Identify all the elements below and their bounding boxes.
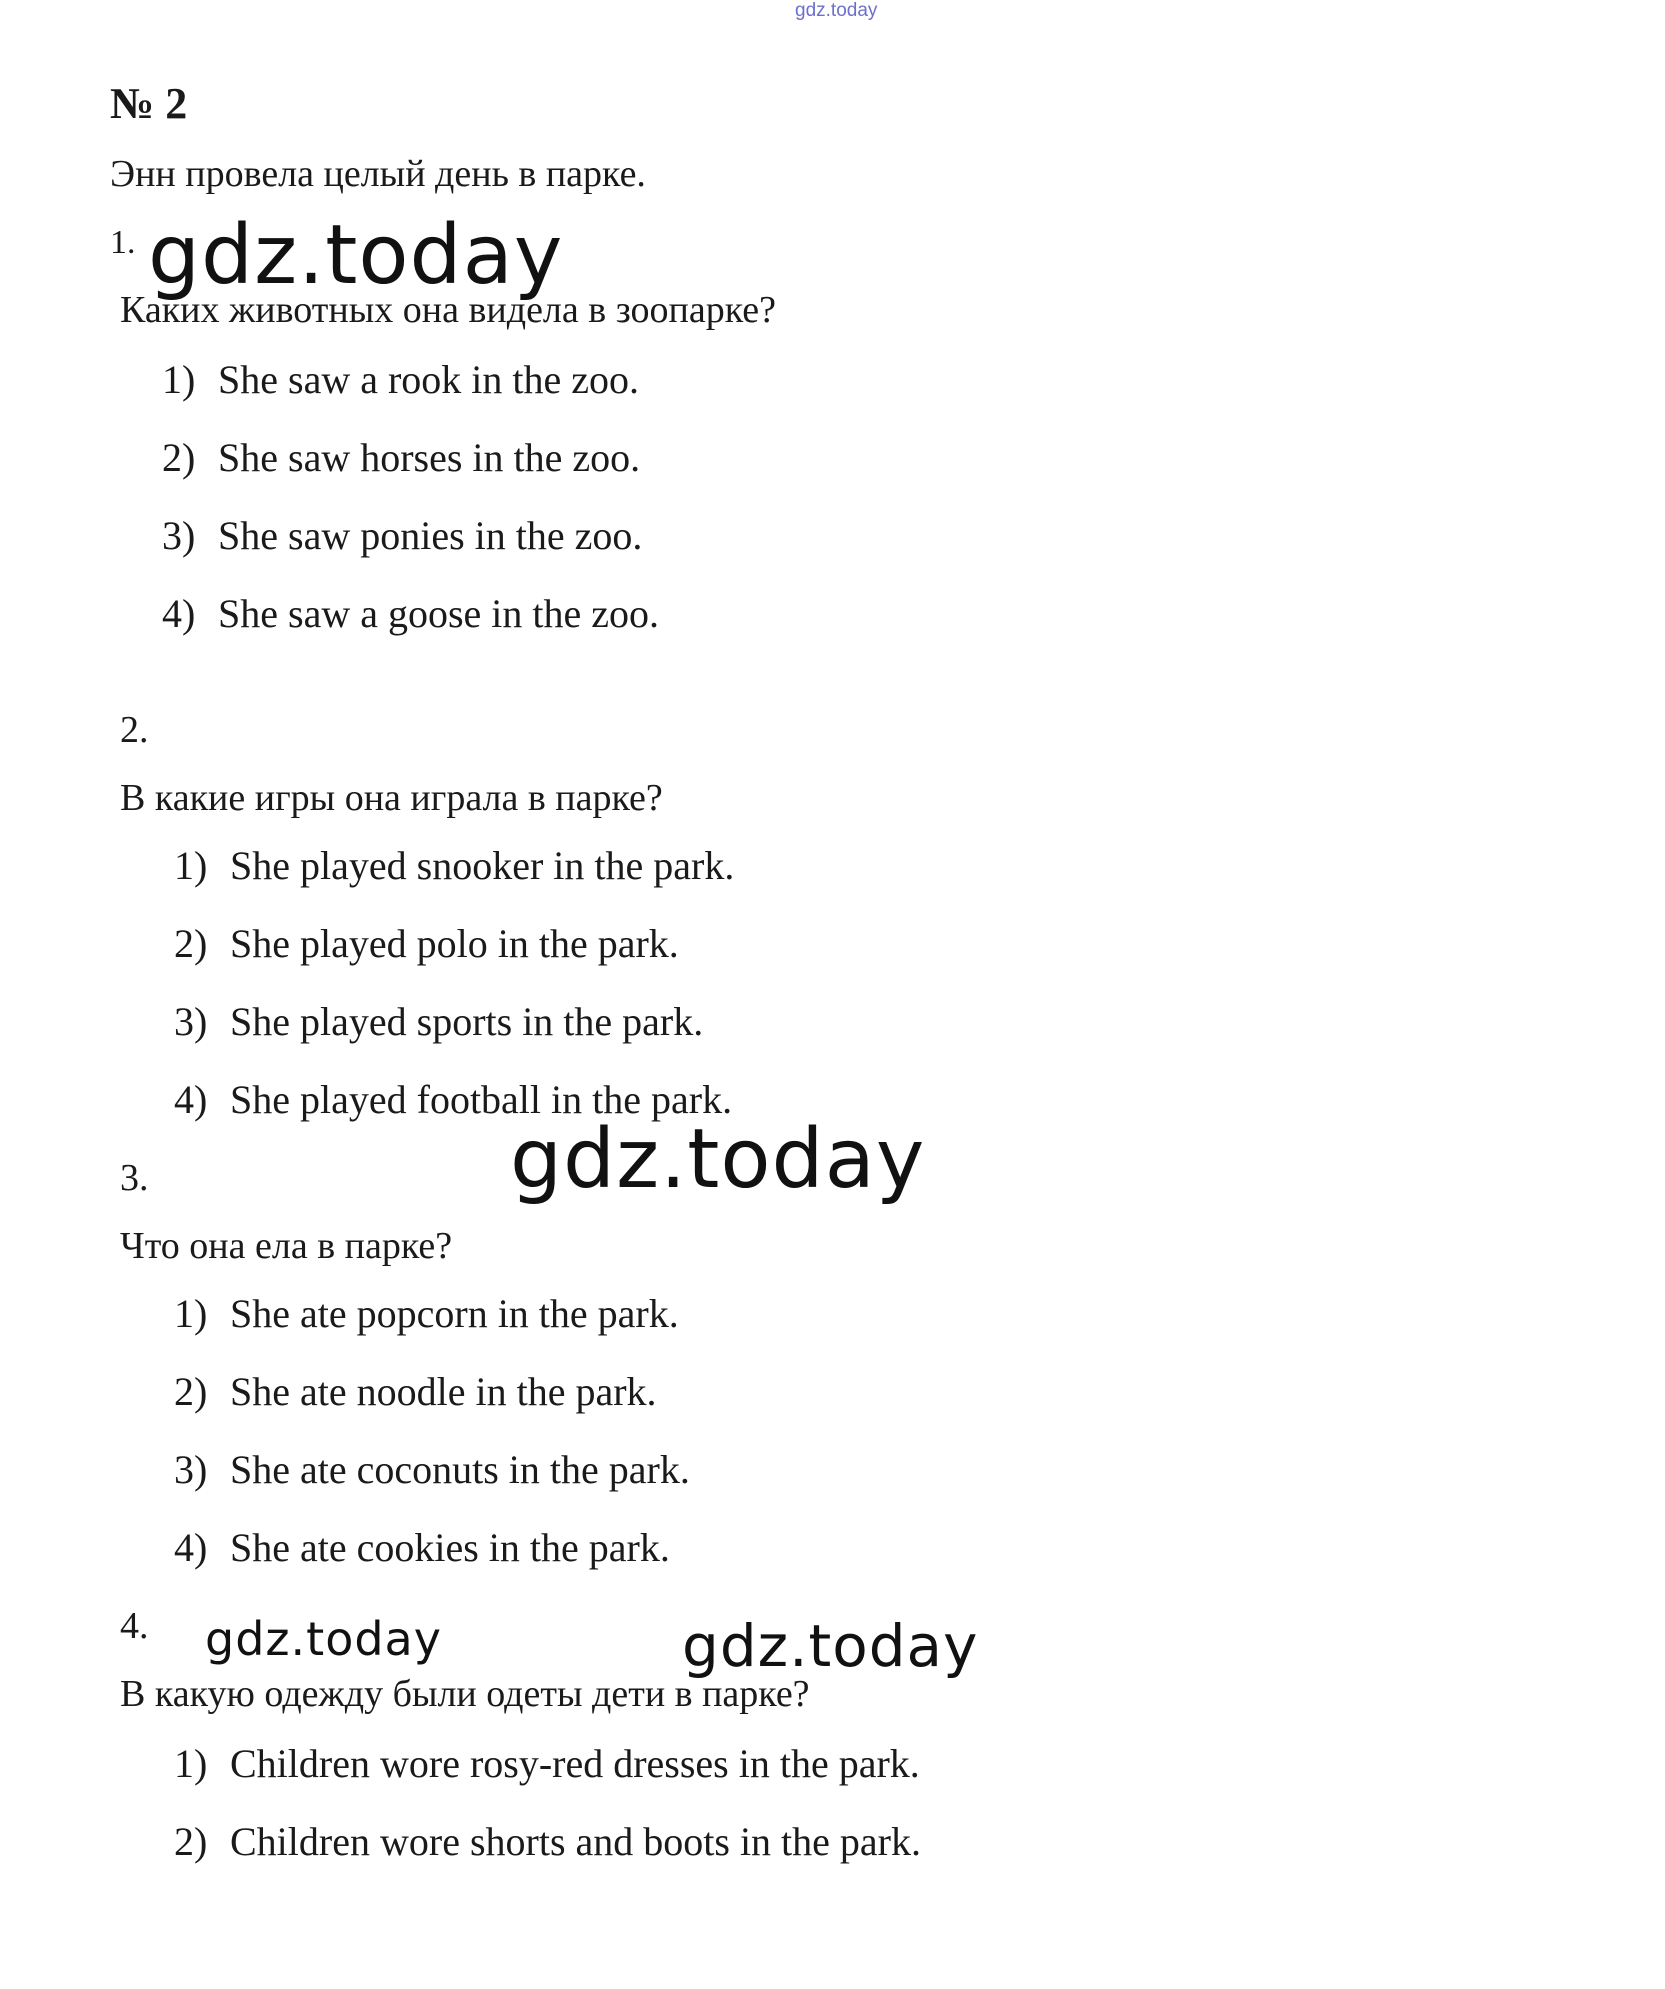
watermark-1: gdz.today bbox=[148, 208, 564, 303]
watermark-2: gdz.today bbox=[510, 1112, 926, 1207]
task-number: № 2 bbox=[110, 79, 188, 128]
question-1-text: Каких животных она видела в зоопарке? bbox=[120, 289, 776, 331]
question-4-text: В какую одежду были одеты дети в парке? bbox=[120, 1673, 810, 1715]
answer-2-1: 1) She played snooker in the park. bbox=[174, 843, 735, 888]
intro-text: Энн провела целый день в парке. bbox=[110, 153, 646, 195]
answer-3-1: 1) She ate popcorn in the park. bbox=[174, 1291, 679, 1336]
watermark-3: gdz.today bbox=[205, 1612, 442, 1666]
answer-4-2: 2) Children wore shorts and boots in the park. bbox=[174, 1819, 921, 1864]
answer-4-1: 1) Children wore rosy-red dresses in the park. bbox=[174, 1741, 920, 1786]
answer-2-2: 2) She played polo in the park. bbox=[174, 921, 679, 966]
answer-1-4: 4) She saw a goose in the zoo. bbox=[162, 591, 660, 636]
answer-1-1: 1) She saw a rook in the zoo. bbox=[162, 357, 640, 402]
answer-3-3: 3) She ate coconuts in the park. bbox=[174, 1447, 690, 1492]
question-2-text: В какие игры она играла в парке? bbox=[120, 777, 663, 819]
question-3-number: 3. bbox=[120, 1157, 149, 1199]
question-1-number: 1. bbox=[110, 224, 136, 261]
watermark-4: gdz.today bbox=[682, 1612, 979, 1680]
answer-3-2: 2) She ate noodle in the park. bbox=[174, 1369, 657, 1414]
answer-2-3: 3) She played sports in the park. bbox=[174, 999, 704, 1044]
question-3-text: Что она ела в парке? bbox=[120, 1225, 453, 1267]
question-2-number: 2. bbox=[120, 709, 149, 751]
answer-2-4: 4) She played football in the park. bbox=[174, 1077, 733, 1122]
answer-1-2: 2) She saw horses in the zoo. bbox=[162, 435, 641, 480]
header-watermark: gdz.today bbox=[795, 0, 878, 21]
question-4-number: 4. bbox=[120, 1605, 149, 1647]
answer-1-3: 3) She saw ponies in the zoo. bbox=[162, 513, 643, 558]
answer-3-4: 4) She ate cookies in the park. bbox=[174, 1525, 670, 1570]
